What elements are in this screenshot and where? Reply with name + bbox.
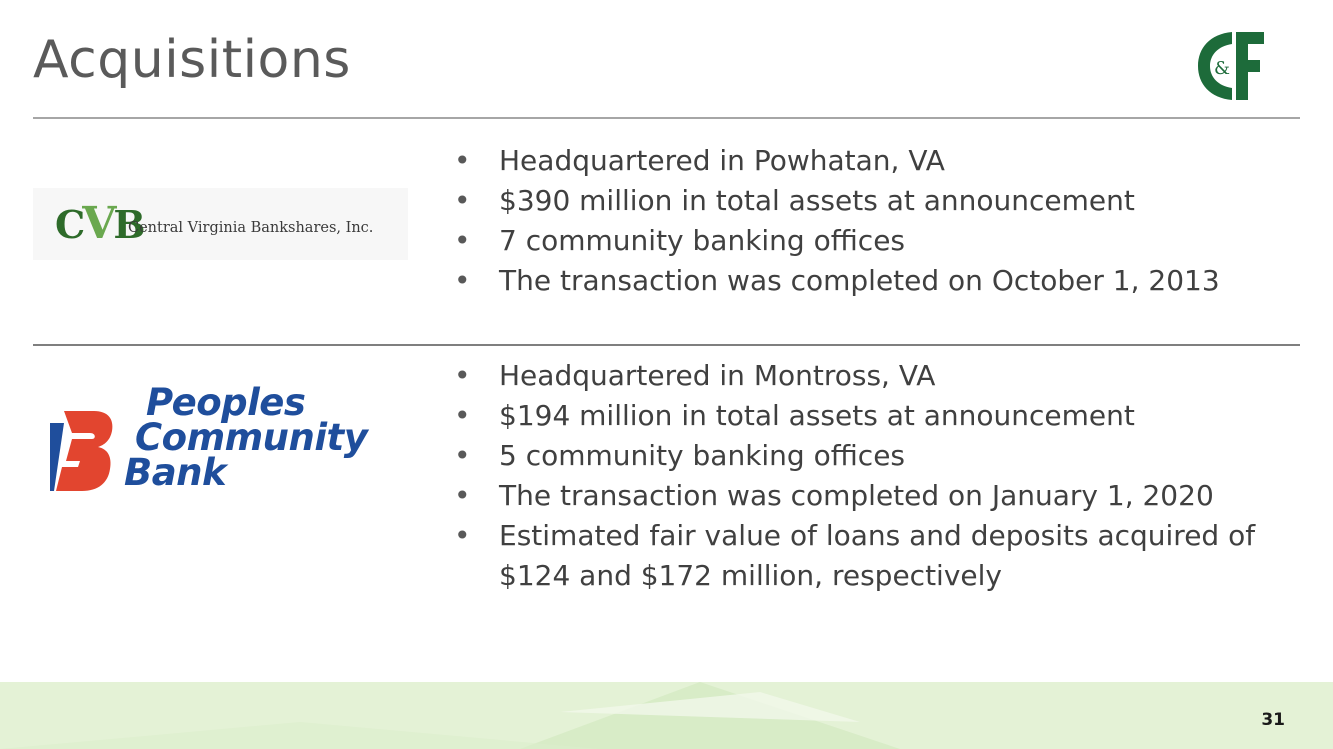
footer-decoration [0,682,1333,749]
list-item: • The transaction was completed on January 1, 2020 [454,476,1259,516]
cvb-monogram: CVB [55,198,143,249]
cvb-bullet-list [454,141,1220,301]
pcb-wordmark: Peoples Community Bank [124,381,368,494]
pcb-logo [48,381,393,497]
list-item: • 7 community banking offices [454,221,1220,261]
list-item: • Headquartered in Montross, VA [454,356,1259,396]
list-item: • Headquartered in Powhatan, VA [454,141,1220,181]
list-item: • Estimated fair value of loans and deposits acquired of $124 and $172 million, respectively [454,516,1259,596]
list-item: • The transaction was completed on October 1, 2013 [454,261,1220,301]
page-title: Acquisitions [33,30,351,90]
cvb-company-name: Central Virginia Bankshares, Inc. [128,220,374,236]
section-divider [33,344,1300,346]
svg-text:&: & [1213,58,1231,79]
cvb-logo [33,188,408,260]
page-number: 31 [1261,710,1285,730]
pcb-bullet-list [454,356,1259,596]
list-item: • $194 million in total assets at announcement [454,396,1259,436]
list-item: • 5 community banking offices [454,436,1259,476]
pcb-emblem-icon [50,403,130,498]
cf-logo-icon [1196,30,1266,102]
footer-band [0,682,1333,749]
title-divider [33,117,1300,119]
list-item: • $390 million in total assets at announcement [454,181,1220,221]
